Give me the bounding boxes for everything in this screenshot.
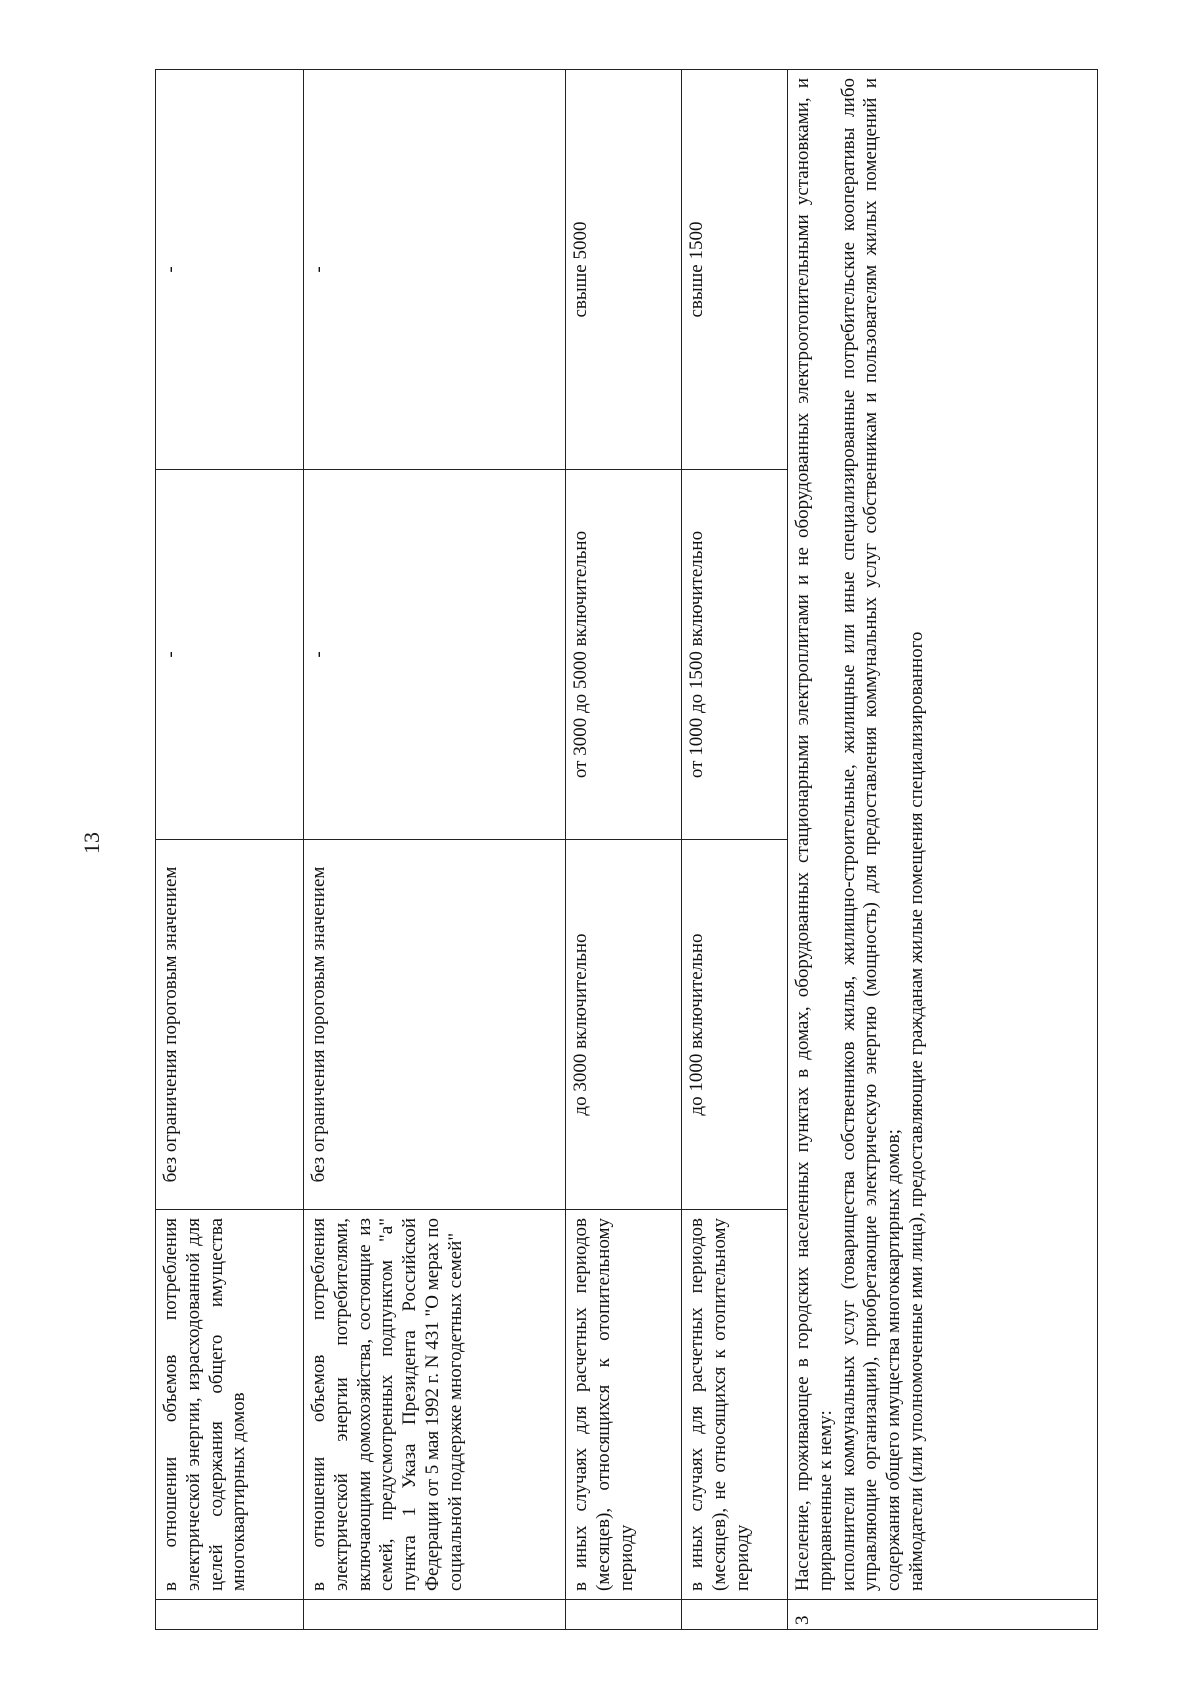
table-row-section-3 (788, 70, 1098, 1630)
table-row (682, 70, 788, 1630)
range-cell: от 3000 до 5000 включительно (566, 470, 682, 840)
range-cell: свыше 1500 (682, 70, 788, 470)
page-number: 13 (79, 832, 104, 854)
row-number (566, 1600, 682, 1630)
row-number (156, 1600, 304, 1630)
row-description: в отношении объемов потребления электрической энергии потребителями, включающими домохозяйства, состоящие из семей, предусмотренных подпунктом "а" пункта 1 Указа Президента Российской Федерации от 5 мая 1992 г. N 431 "О мерах по социальной поддержке многодетных семей" (304, 1210, 566, 1600)
rotated-table-container (155, 70, 1097, 1630)
table-row (566, 70, 682, 1630)
section-3-text (788, 70, 1098, 1600)
row-description: в иных случаях для расчетных периодов (месяцев), относящихся к отопительному периоду (566, 1210, 682, 1600)
section-paragraph: исполнители коммунальных услуг (товарищества собственников жилья, жилищно-строительные, жилищные или иные специализированные потребительские кооперативы либо управляющие организации), приобретающие электрическую энергию (мощность) для предоставления коммунальных услуг собственникам и пользователям жилых помещений и содержания общего имущества многоквартирных домов; (837, 78, 905, 1591)
range-cell: без ограничения пороговым значением (304, 840, 566, 1210)
section-paragraph: наймодатели (или уполномоченные ими лица), предоставляющие гражданам жилые помещения специализированного (905, 631, 927, 1591)
row-description: в иных случаях для расчетных периодов (месяцев), не относящихся к отопительному периоду (682, 1210, 788, 1600)
range-cell: до 3000 включительно (566, 840, 682, 1210)
range-cell: - (156, 470, 304, 840)
tariff-table (155, 69, 1098, 1630)
table-row (304, 70, 566, 1630)
row-number (682, 1600, 788, 1630)
range-cell: от 1000 до 1500 включительно (682, 470, 788, 840)
range-cell: - (156, 70, 304, 470)
row-description: в отношении объемов потребления электрической энергии, израсходованной для целей содержания общего имущества многоквартирных домов (156, 1210, 304, 1600)
range-cell: до 1000 включительно (682, 840, 788, 1210)
range-cell: - (304, 470, 566, 840)
section-paragraph: Население, проживающее в городских населенных пунктах в домах, оборудованных стационарными электроплитами и не оборудованных электроотопительными установками, и приравненные к нему: (792, 78, 836, 1591)
table-row (156, 70, 304, 1630)
range-cell: свыше 5000 (566, 70, 682, 470)
range-cell: без ограничения пороговым значением (156, 840, 304, 1210)
row-number (304, 1600, 566, 1630)
range-cell: - (304, 70, 566, 470)
row-number: 3 (788, 1600, 1098, 1630)
